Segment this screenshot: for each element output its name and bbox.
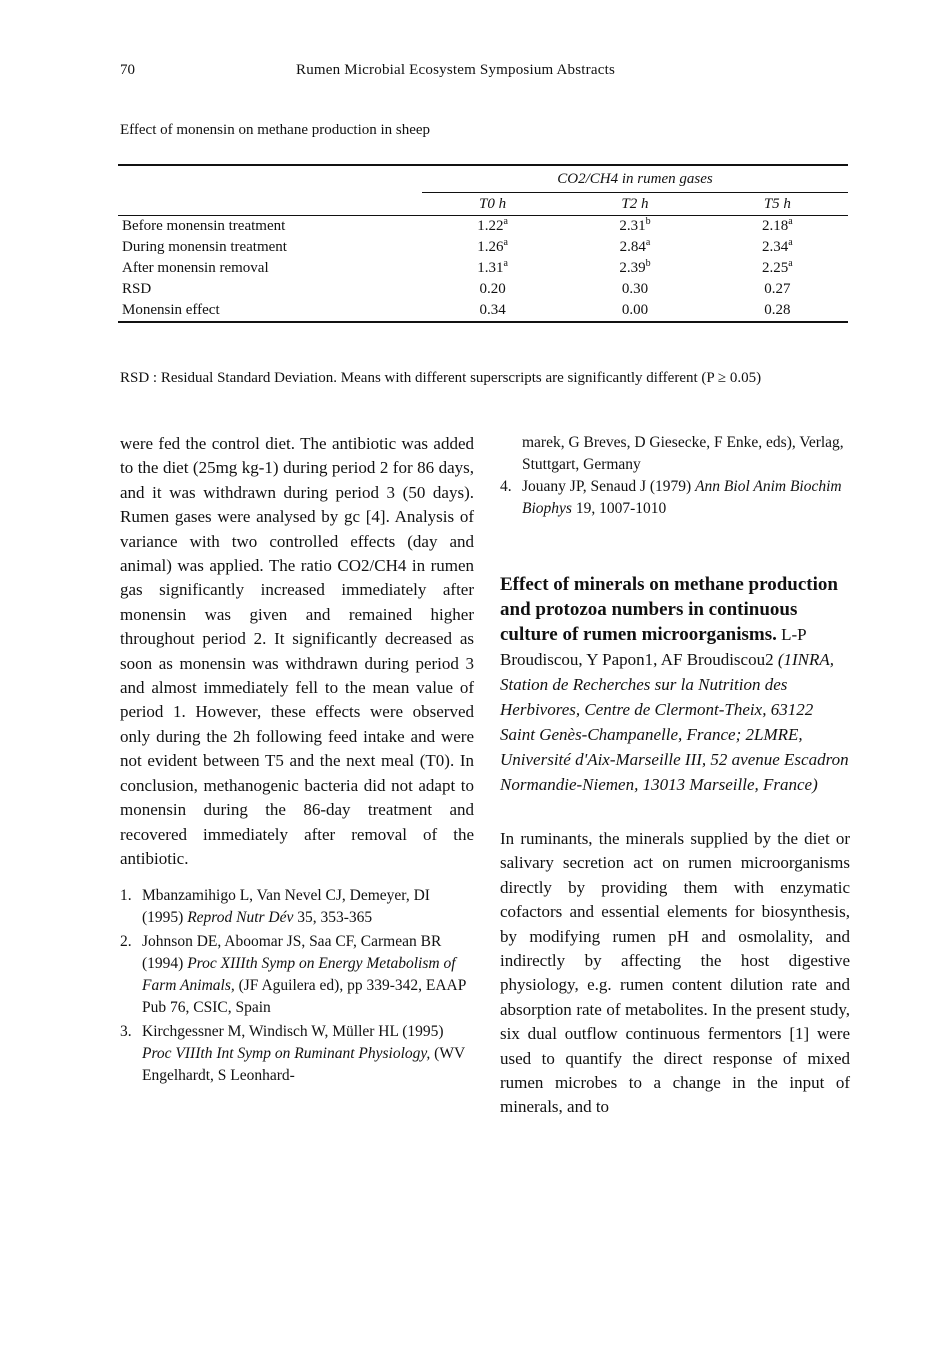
row-label: Before monensin treatment bbox=[122, 218, 286, 234]
abstract-body: In ruminants, the minerals supplied by the diet or salivary secretion act on rumen microorganisms directly by providing them with enzymatic cofactors and essential elements for biosynthesis, by modifying rumen pH and osmolality, and indirectly by affecting the host digestive physiology, e.g. rumen content dilution rate and absorption rate of metabolites. In the present study, six dual outflow continuous fermentors [1] were used to quantify the direct response of mixed rumen microbes to a change in the input of minerals, and to bbox=[500, 829, 850, 1117]
column-header: T0 h bbox=[422, 193, 563, 216]
table-cell: 2.39$^b$ bbox=[619, 258, 651, 276]
reference-list bbox=[120, 885, 474, 1087]
reference-list bbox=[500, 476, 850, 520]
reference-continuation: marek, G Breves, D Giesecke, F Enke, eds), Verlag, Stuttgart, Germany bbox=[522, 434, 844, 473]
body-paragraph: were fed the control diet. The antibiotic was added to the diet (25mg kg-1) during period 2 for 86 days, and it was withdrawn during period 3 (50 days). Rumen gases were analysed by gc [4]. Analysis of variance with two controlled effects (day and animal) was applied. The ratio CO2/CH4 in rumen gas significantly increased immediately after monensin was given and remained higher throughout period 2. It significantly decreased as soon as monensin was withdrawn during period 3 and almost immediately fell to the mean value of period 1. However, these effects were observed only during the 2h following feed intake and were not evident between T5 and the next meal (T0). In conclusion, methanogenic bacteria did not adapt to monensin during the 86-day treatment and recovered immediately after removal of the antibiotic. bbox=[120, 434, 474, 868]
table-cell: 2.18$^a$ bbox=[762, 216, 793, 234]
table-footnote: RSD : Residual Standard Deviation. Means with different superscripts are significantly different (P ≥ 0.05) bbox=[120, 370, 762, 386]
right-column bbox=[500, 432, 850, 1120]
table-row bbox=[118, 300, 848, 322]
row-label: RSD bbox=[122, 281, 152, 297]
table-cell: 2.25$^a$ bbox=[762, 258, 793, 276]
column-header: T5 h bbox=[707, 193, 848, 216]
table-cell: 0.34 bbox=[422, 300, 563, 322]
results-table bbox=[118, 164, 848, 323]
abstract-heading bbox=[500, 572, 850, 797]
table-cell: 0.30 bbox=[621, 281, 649, 297]
abstract-affiliation: (1INRA, Station de Recherches sur la Nutrition des Herbivores, Centre de Clermont-Theix, 63122 Saint Genès-Champanelle, France; 2LMRE, Université d'Aix-Marseille III, 52 avenue Escadron Normandie-Niemen, 13013 Marseille, France) bbox=[500, 650, 849, 794]
table-group-header: CO2/CH4 in rumen gases bbox=[422, 165, 848, 193]
left-column bbox=[120, 432, 474, 1089]
column-header: T2 h bbox=[563, 193, 707, 216]
table-cell: 2.84$^a$ bbox=[619, 237, 651, 255]
reference-item: 3. Kirchgessner M, Windisch W, Müller HL (1995) Proc VIIIth Int Symp on Ruminant Physiology, (WV Engelhardt, S Leonhard- bbox=[120, 1023, 465, 1085]
table-caption: Effect of monensin on methane production in sheep bbox=[120, 122, 431, 138]
table-row bbox=[118, 258, 848, 279]
table-cell: 0.27 bbox=[764, 281, 791, 297]
reference-item: 2. Johnson DE, Aboomar JS, Saa CF, Carmean BR (1994) Proc XIIIth Symp on Energy Metabolism of Farm Animals, (JF Aguilera ed), pp 339-342, EAAP Pub 76, CSIC, Spain bbox=[120, 933, 466, 1017]
abstract-authors: L-P Broudiscou, Y Papon1, AF Broudiscou2 bbox=[500, 625, 806, 669]
table-column-header-row bbox=[118, 193, 848, 216]
running-head: Rumen Microbial Ecosystem Symposium Abstracts bbox=[296, 62, 615, 78]
table-cell: 0.20 bbox=[479, 281, 506, 297]
table-cell: 0.28 bbox=[707, 300, 848, 322]
reference-item: 1. Mbanzamihigo L, Van Nevel CJ, Demeyer, DI (1995) Reprod Nutr Dév 35, 353-365 bbox=[120, 887, 430, 927]
table-cell: 0.00 bbox=[563, 300, 707, 322]
table-cell: 2.31$^b$ bbox=[619, 216, 651, 234]
table-cell: 1.31$^a$ bbox=[477, 258, 508, 276]
table-cell: 1.22$^a$ bbox=[477, 216, 508, 234]
table-row bbox=[118, 279, 848, 300]
page-number: 70 bbox=[120, 62, 135, 78]
reference-item: 4. Jouany JP, Senaud J (1979) Ann Biol Anim Biochim Biophys 19, 1007-1010 bbox=[500, 478, 842, 517]
row-label: During monensin treatment bbox=[122, 239, 287, 255]
table-row bbox=[118, 237, 848, 258]
table-cell: 1.26$^a$ bbox=[477, 237, 508, 255]
table-group-header-row bbox=[118, 165, 848, 193]
table-row bbox=[118, 216, 848, 238]
abstract-title: Effect of minerals on methane production and protozoa numbers in continuous culture of rumen microorganisms. bbox=[500, 574, 838, 645]
table-cell: 2.34$^a$ bbox=[762, 237, 793, 255]
row-label: Monensin effect bbox=[118, 300, 422, 322]
row-label: After monensin removal bbox=[122, 260, 269, 276]
